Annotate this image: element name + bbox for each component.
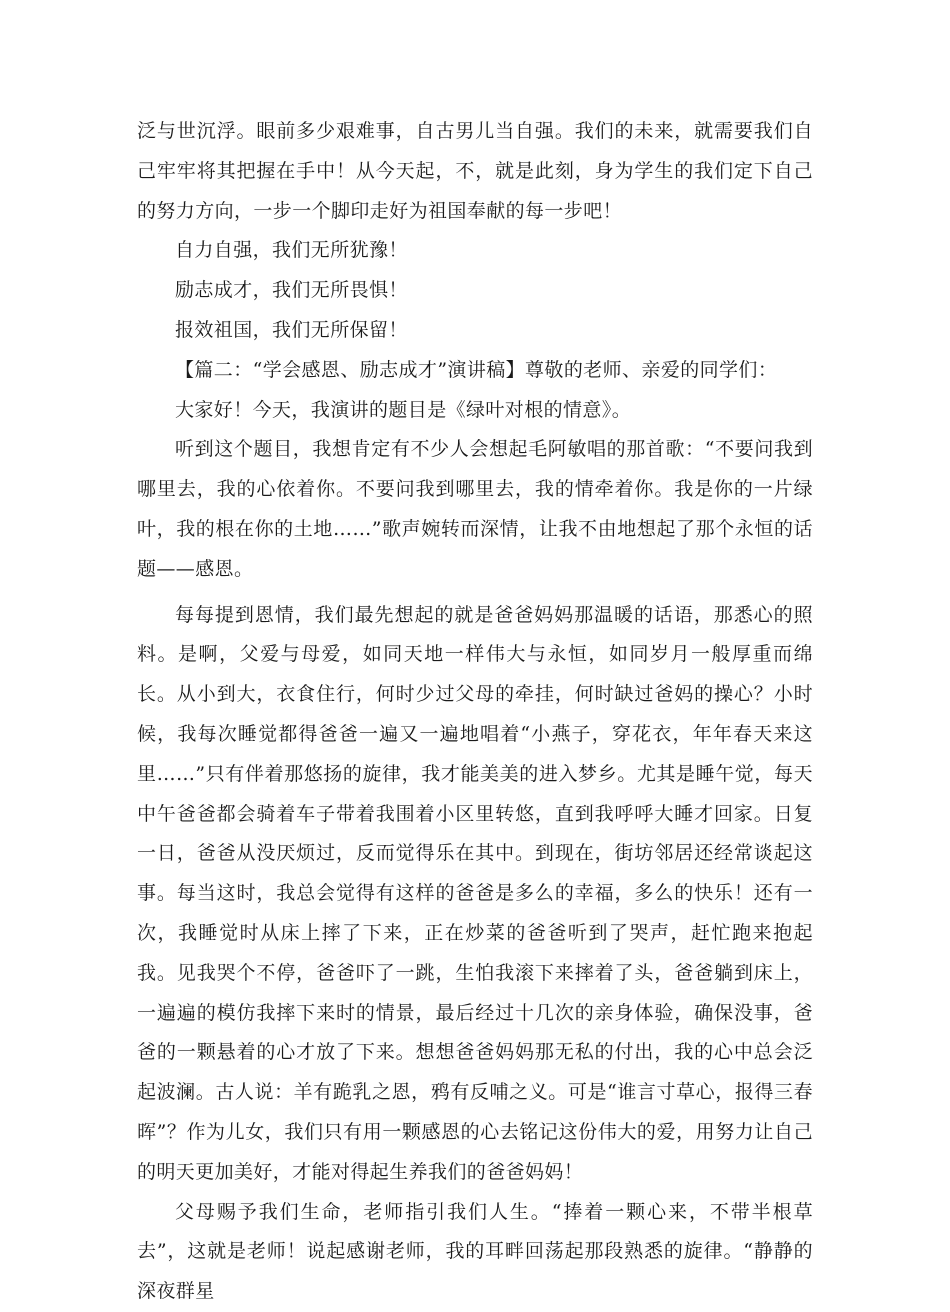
- section-heading: 【篇二：“学会感恩、励志成才”演讲稿】尊敬的老师、亲爱的同学们：: [175, 358, 778, 381]
- slogan-line-1: 自力自强，我们无所犹豫！: [175, 239, 408, 262]
- teachers-paragraph: 父母赐予我们生命，老师指引我们人生。“捧着一颗心来，不带半根草去”，这就是老师！说起感谢老师，我的耳畔回荡起那段熟悉的旋律。“静静的深夜群星: [137, 1200, 813, 1303]
- parents-paragraph: 每每提到恩情，我们最先想起的就是爸爸妈妈那温暖的话语，那悉心的照料。是啊，父爱与母爱，如同天地一样伟大与永恒，如同岁月一般厚重而绵长。从小到大，衣食住行，何时少过父母的牵挂，何时缺过爸妈的操心？小时候，我每次睡觉都得爸爸一遍又一遍地唱着“小燕子，穿花衣，年年春天来这里……”只有伴着那悠扬的旋律，我才能美美的进入梦乡。尤其是睡午觉，每天中午爸爸都会骑着车子带着我围着小区里转悠，直到我呼呼大睡才回家。日复一日，爸爸从没厌烦过，反而觉得乐在其中。到现在，街坊邻居还经常谈起这事。每当这时，我总会觉得有这样的爸爸是多么的幸福，多么的快乐！还有一次，我睡觉时从床上摔了下来，正在炒菜的爸爸听到了哭声，赶忙跑来抱起我。见我哭个不停，爸爸吓了一跳，生怕我滚下来摔着了头，爸爸躺到床上，一遍遍的模仿我摔下来时的情景，最后经过十几次的亲身体验，确保没事，爸爸的一颗悬着的心才放了下来。想想爸爸妈妈那无私的付出，我的心中总会泛起波澜。古人说：羊有跪乳之恩，鸦有反哺之义。可是“谁言寸草心，报得三春晖”？作为儿女，我们只有用一颗感恩的心去铭记这份伟大的爱，用努力让自己的明天更加美好，才能对得起生养我们的爸爸妈妈！: [137, 603, 813, 1183]
- greeting-paragraph: 大家好！今天，我演讲的题目是《绿叶对根的情意》。: [175, 398, 632, 421]
- document-body: [137, 112, 813, 1312]
- slogan-line-2: 励志成才，我们无所畏惧！: [175, 279, 408, 302]
- song-paragraph: 听到这个题目，我想肯定有不少人会想起毛阿敏唱的那首歌：“不要问我到哪里去，我的心依着你。不要问我到哪里去，我的情牵着你。我是你的一片绿叶，我的根在你的土地……”歌声婉转而深情，让我不由地想起了那个永恒的话题——感恩。: [137, 438, 813, 580]
- paragraph-continuation: 泛与世沉浮。眼前多少艰难事，自古男儿当自强。我们的未来，就需要我们自己牢牢将其把握在手中！从今天起，不，就是此刻，身为学生的我们定下自己的努力方向，一步一个脚印走好为祖国奉献的每一步吧！: [137, 120, 813, 222]
- slogan-line-3: 报效祖国，我们无所保留！: [175, 318, 408, 341]
